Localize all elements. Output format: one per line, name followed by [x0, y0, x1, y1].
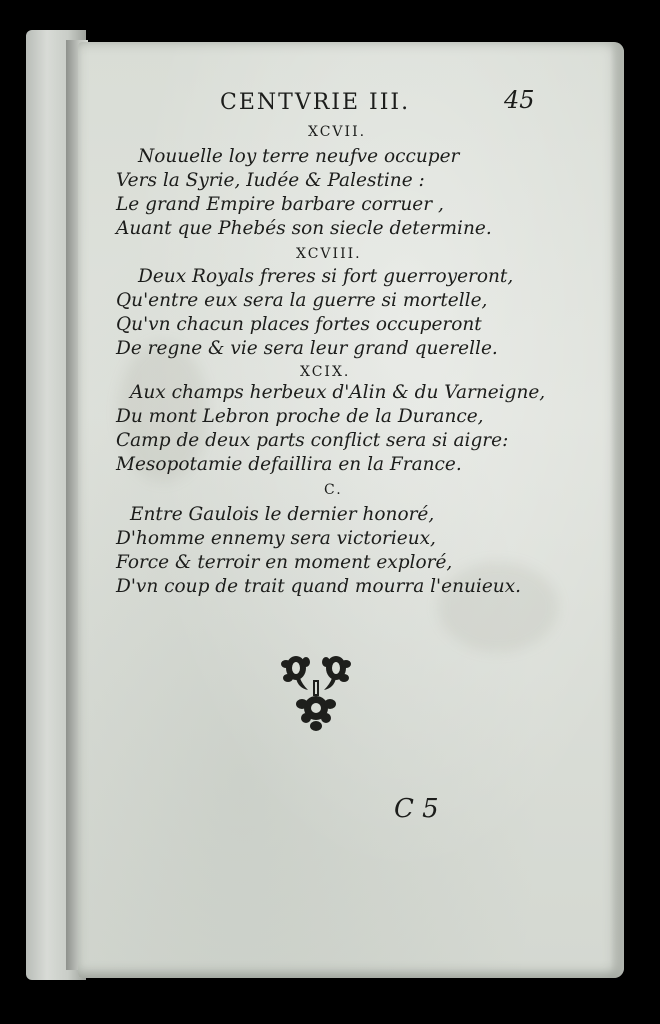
- verse-line: Deux Royals freres si fort guerroyeront,: [138, 266, 514, 287]
- verse-line: Auant que Phebés son siecle determine.: [116, 218, 492, 239]
- stanza-number: C.: [324, 482, 343, 498]
- verse-line: Qu'vn chacun places fortes occuperont: [116, 314, 482, 335]
- signature-mark: C 5: [394, 794, 439, 824]
- verse-line: Force & terroir en moment exploré,: [116, 552, 453, 573]
- verse-line: Le grand Empire barbare corruer ,: [116, 194, 444, 215]
- stanza-number: XCVIII.: [296, 246, 362, 262]
- verse-line: Vers la Syrie, Iudée & Palestine :: [116, 170, 425, 191]
- verse-line: Qu'entre eux sera la guerre si mortelle,: [116, 290, 488, 311]
- verse-line: Mesopotamie defaillira en la France.: [116, 454, 462, 475]
- page-content: [78, 42, 624, 978]
- verse-line: De regne & vie sera leur grand querelle.: [116, 338, 498, 359]
- verse-line: D'vn coup de trait quand mourra l'enuieux.: [116, 576, 522, 597]
- verse-line: D'homme ennemy sera victorieux,: [116, 528, 436, 549]
- verse-line: Camp de deux parts conflict sera si aigre:: [116, 430, 509, 451]
- page-number: 45: [504, 86, 535, 114]
- running-head: CENTVRIE III.: [220, 90, 411, 115]
- stanza-number: XCVII.: [308, 124, 367, 140]
- book-page: [78, 42, 624, 978]
- fleuron-icon: [274, 650, 358, 734]
- verse-line: Du mont Lebron proche de la Durance,: [116, 406, 484, 427]
- verse-line: Entre Gaulois le dernier honoré,: [130, 504, 435, 525]
- stanza-number: XCIX.: [300, 364, 351, 380]
- verse-line: Aux champs herbeux d'Alin & du Varneigne,: [130, 382, 546, 403]
- verse-line: Nouuelle loy terre neufve occuper: [138, 146, 460, 167]
